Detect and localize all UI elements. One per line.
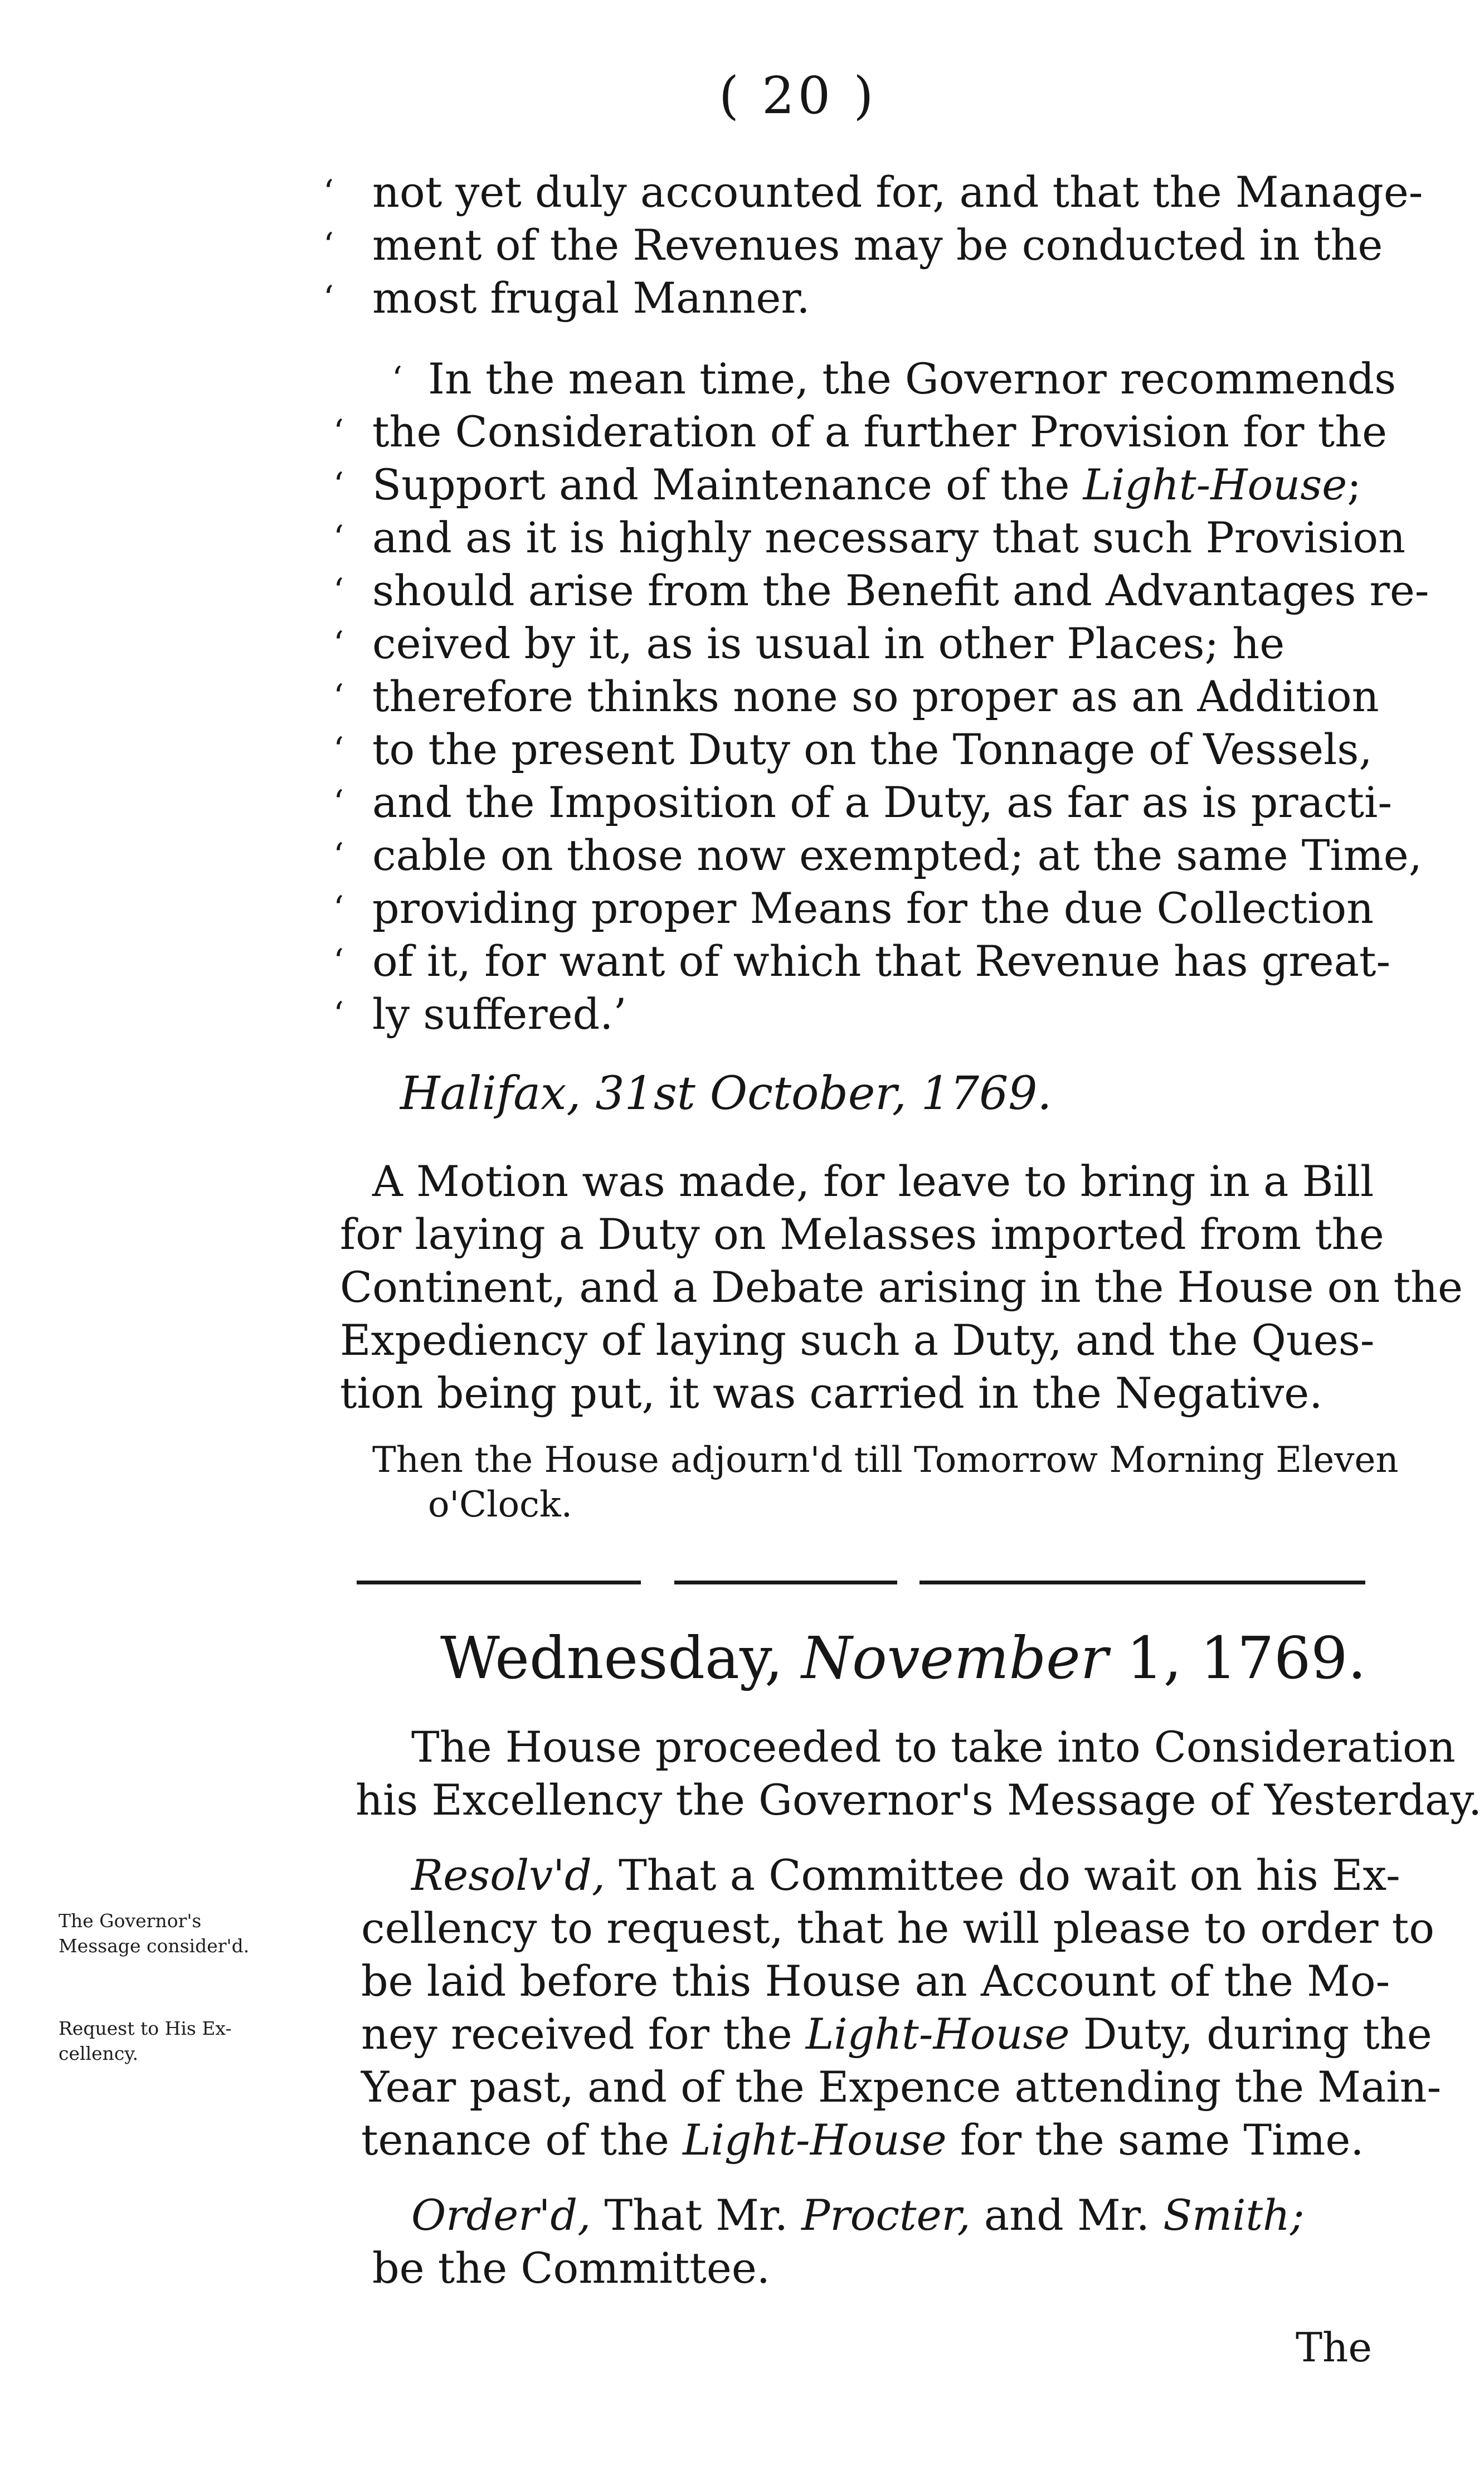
quote-mark: ‘ [323, 226, 334, 265]
quote-mark: ‘ [392, 359, 403, 398]
quote-mark: ‘ [333, 677, 344, 716]
text-line: Continent, and a Debate arising in the House on the [340, 1262, 1463, 1312]
text-line: and the Imposition of a Duty, as far as is practi- [372, 777, 1393, 827]
text-line: Year past, and of the Expence attending the Main- [361, 2062, 1442, 2112]
text-run: for the same Time. [960, 2115, 1364, 2165]
text-run: and Mr. [984, 2190, 1150, 2240]
ordered-label: Order'd, [411, 2190, 591, 2240]
place-date-signature [400, 1067, 1052, 1120]
text-line: cable on those now exempted; at the same Time, [372, 830, 1422, 880]
quote-mark: ‘ [333, 624, 344, 663]
signature-place: Halifax, [400, 1067, 581, 1120]
text-line: not yet duly accounted for, and that the Manage- [372, 167, 1423, 217]
heading-date: 1, 1769. [1126, 1624, 1366, 1692]
text-line: tion being put, it was carried in the Negative. [340, 1368, 1323, 1418]
section-divider-rule [357, 1578, 1371, 1586]
quote-mark: ‘ [333, 995, 344, 1034]
text-run: That a Committee do wait on his Ex- [619, 1850, 1400, 1900]
text-line: In the mean time, the Governor recommends [428, 354, 1397, 403]
light-house-italic: Light-House [1083, 460, 1347, 509]
name-procter: Procter, [801, 2190, 971, 2240]
text-run: Duty, during the [1083, 2009, 1432, 2059]
text-run: ney received for the [361, 2009, 792, 2059]
text-line: providing proper Means for the due Collection [372, 883, 1374, 933]
text-line: ly suffered.’ [372, 989, 627, 1039]
margin-note-line: cellency. [59, 2043, 139, 2064]
text-line: ment of the Revenues may be conducted in the [372, 220, 1383, 270]
quote-mark: ‘ [333, 518, 344, 557]
quote-mark: ‘ [333, 465, 344, 504]
day-heading [440, 1622, 1366, 1694]
text-line: to the present Duty on the Tonnage of Vessels, [372, 725, 1373, 774]
quote-mark: ‘ [323, 279, 334, 318]
text-line: the Consideration of a further Provision for the [372, 407, 1388, 456]
text-line: of it, for want of which that Revenue has great- [372, 936, 1391, 986]
text-run: tenance of the [361, 2115, 669, 2165]
text-line: ceived by it, as is usual in other Places; he [372, 619, 1285, 668]
text-line [411, 1850, 1400, 1900]
page-number: ( 20 ) [719, 66, 877, 125]
text-line: his Excellency the Governor's Message of Yesterday. [356, 1775, 1482, 1825]
text-line [411, 2190, 1305, 2240]
name-smith: Smith; [1163, 2190, 1305, 2240]
quote-mark: ‘ [333, 412, 344, 451]
text-line [372, 460, 1361, 510]
light-house-italic: Light-House [805, 2009, 1070, 2059]
text-line: for laying a Duty on Melasses imported from the [340, 1209, 1384, 1259]
margin-note-line: Request to His Ex- [59, 2017, 232, 2039]
quote-mark: ‘ [333, 836, 344, 875]
text-run: That Mr. [604, 2190, 789, 2240]
text-run: Support and Maintenance of the [372, 460, 1070, 509]
text-line: be the Committee. [372, 2243, 770, 2293]
text-line: be laid before this House an Account of the Mo- [361, 1956, 1390, 2006]
text-line: o'Clock. [428, 1484, 573, 1525]
quote-mark: ‘ [333, 783, 344, 822]
quote-mark: ‘ [333, 571, 344, 610]
text-line: The House proceeded to take into Consideration [411, 1722, 1456, 1772]
text-line: cellency to request, that he will please to order to [361, 1903, 1434, 1953]
text-line: A Motion was made, for leave to bring in a Bill [372, 1156, 1374, 1206]
text-line: Then the House adjourn'd till Tomorrow Morning Eleven [372, 1440, 1399, 1481]
text-line: and as it is highly necessary that such Provision [372, 513, 1406, 562]
light-house-italic: Light-House [683, 2115, 947, 2165]
margin-note-line: Message consider'd. [59, 1935, 250, 1957]
text-line: Expediency of laying such a Duty, and the Ques- [340, 1315, 1375, 1365]
heading-day: Wednesday, [440, 1624, 784, 1692]
text-line [361, 2009, 1432, 2059]
quote-mark: ‘ [333, 942, 344, 981]
catchword: The [1296, 2324, 1373, 2371]
margin-note-line: The Governor's [59, 1910, 202, 1932]
text-line: most frugal Manner. [372, 273, 810, 323]
quote-mark: ‘ [333, 730, 344, 769]
quote-mark: ‘ [333, 889, 344, 928]
signature-date: 31st October, 1769. [595, 1067, 1052, 1120]
quote-mark: ‘ [323, 173, 334, 212]
text-line: should arise from the Benefit and Advantages re- [372, 566, 1429, 615]
heading-month: November [801, 1624, 1108, 1692]
text-line: therefore thinks none so proper as an Addition [372, 672, 1379, 721]
text-run: ; [1347, 460, 1361, 509]
text-line [361, 2115, 1364, 2165]
resolved-label: Resolv'd, [411, 1850, 605, 1900]
